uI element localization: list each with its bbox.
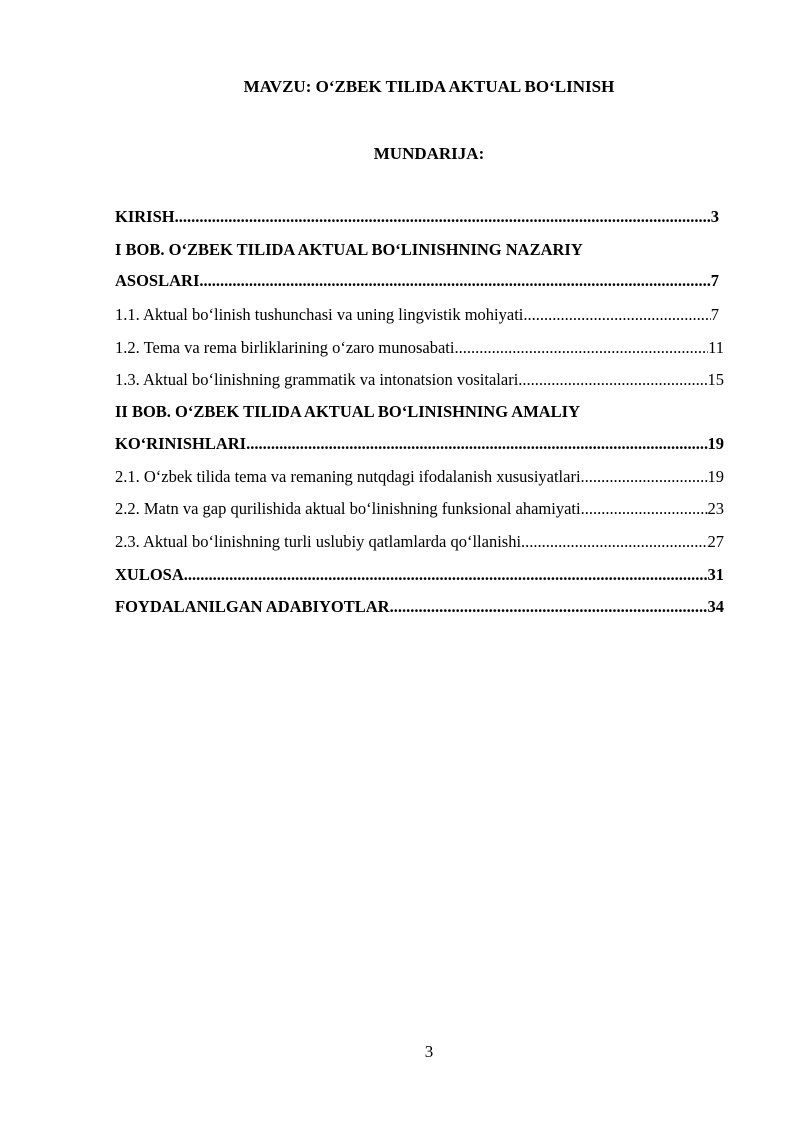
toc-entry-page: 27 — [707, 532, 724, 551]
toc-entry-1-2[interactable] — [115, 337, 724, 359]
page-title: MAVZU: O‘ZBEK TILIDA AKTUAL BO‘LINISH — [243, 77, 615, 96]
toc-entry-2-1[interactable] — [115, 466, 724, 488]
toc-entry-page: 19 — [707, 467, 724, 486]
toc-entry-text: FOYDALANILGAN ADABIYOTLAR — [115, 597, 390, 616]
toc-entry-2-2[interactable] — [115, 498, 724, 520]
toc-entry-text: 1.1. Aktual bo‘linish tushunchasi va uning lingvistik mohiyati — [115, 305, 524, 324]
toc-entry-page: 34 — [707, 597, 724, 616]
toc-leader-dots — [246, 433, 707, 455]
toc-leader-dots — [518, 369, 707, 391]
toc-entry-page: 23 — [707, 499, 724, 518]
toc-entry-page: 11 — [708, 338, 724, 357]
toc-entry-text: ASOSLARI — [115, 271, 200, 290]
toc-entry-text: KIRISH — [115, 207, 175, 226]
toc-entry-chapter-2-line-2[interactable] — [115, 433, 724, 455]
toc-entry-text: XULOSA — [115, 565, 184, 584]
toc-entry-text: KO‘RINISHLARI — [115, 434, 247, 453]
toc-entry-chapter-1-line-1[interactable] — [115, 239, 735, 261]
toc-entry-text: II BOB. O‘ZBEK TILIDA AKTUAL BO‘LINISHNING AMALIY — [115, 402, 581, 421]
toc-entry-text: 1.2. Tema va rema birliklarining o‘zaro munosabati — [115, 338, 455, 357]
toc-leader-dots — [523, 304, 710, 326]
toc-entry-text: 2.3. Aktual bo‘linishning turli uslubiy qatlamlarda qo‘llanishi — [115, 532, 522, 551]
toc-entry-1-1[interactable] — [115, 304, 719, 326]
toc-entry-xulosa[interactable] — [115, 564, 724, 586]
toc-leader-dots — [454, 337, 708, 359]
toc-entry-1-3[interactable] — [115, 369, 724, 391]
page-number: 3 — [424, 1042, 434, 1061]
toc-leader-dots — [199, 270, 710, 292]
toc-entry-page: 31 — [707, 565, 724, 584]
toc-leader-dots — [521, 531, 707, 553]
toc-entry-page: 7 — [710, 305, 719, 324]
toc-entry-text: I BOB. O‘ZBEK TILIDA AKTUAL BO‘LINISHNING NAZARIY — [115, 240, 583, 259]
toc-entry-page: 15 — [707, 370, 724, 389]
toc-leader-dots — [581, 466, 708, 488]
toc-entry-text: 2.2. Matn va gap qurilishida aktual bo‘linishning funksional ahamiyati — [115, 499, 581, 518]
toc-entry-page: 7 — [710, 271, 719, 290]
toc-entry-text: 2.1. O‘zbek tilida tema va remaning nutqdagi ifodalanish xususiyatlari — [115, 467, 581, 486]
toc-leader-dots — [184, 564, 708, 586]
toc-entry-adabiyotlar[interactable] — [115, 596, 724, 618]
toc-leader-dots — [175, 206, 711, 228]
toc-leader-dots — [581, 498, 708, 520]
toc-entry-2-3[interactable] — [115, 531, 724, 553]
toc-entry-chapter-2-line-1[interactable] — [115, 401, 735, 423]
toc-entry-kirish[interactable] — [115, 206, 719, 228]
toc-entry-page: 19 — [707, 434, 724, 453]
toc-entry-page: 3 — [710, 207, 719, 226]
toc-entry-text: 1.3. Aktual bo‘linishning grammatik va intonatsion vositalari — [115, 370, 519, 389]
toc-heading: MUNDARIJA: — [373, 144, 485, 163]
toc-leader-dots — [390, 596, 708, 618]
toc-entry-chapter-1-line-2[interactable] — [115, 270, 719, 292]
